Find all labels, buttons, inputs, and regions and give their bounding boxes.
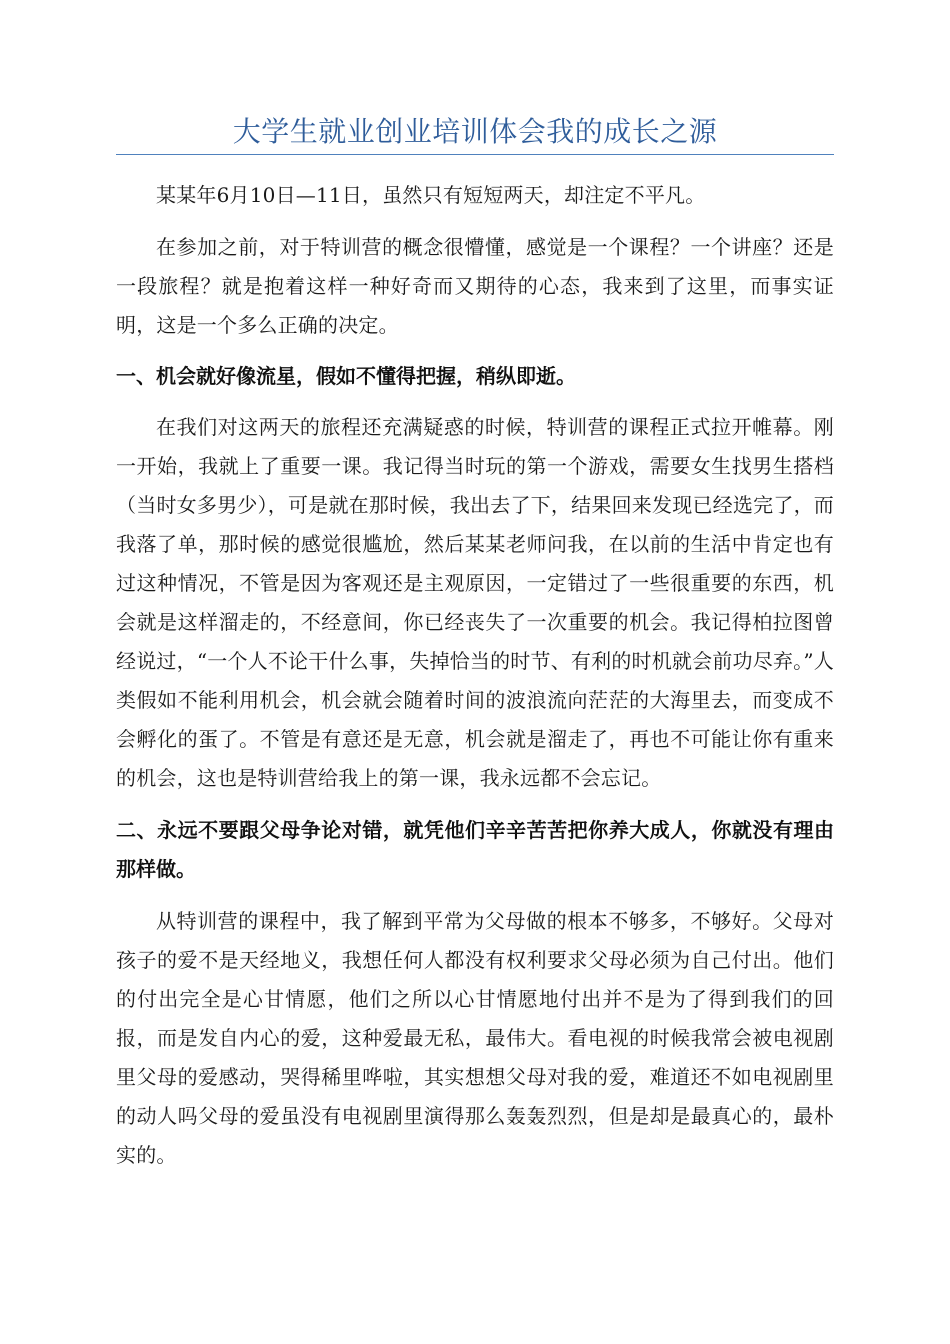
- section-heading-parents: 二、永远不要跟父母争论对错，就凭他们辛辛苦苦把你养大成人，你就没有理由那样做。: [116, 818, 834, 881]
- document-title: 大学生就业创业培训体会我的成长之源: [232, 115, 718, 148]
- title-underline-divider: [116, 154, 834, 155]
- paragraph-parents-love: 从特训营的课程中，我了解到平常为父母做的根本不够多，不够好。父母对孩子的爱不是天经地义，我想任何人都没有权利要求父母必须为自己付出。他们的付出完全是心甘情愿，他们之所以心甘情愿地付出并不是为了得到我们的回报，而是发自内心的爱，这种爱最无私，最伟大。看电视的时候我常会被电视剧里父母的爱感动，哭得稀里哗啦，其实想想父母对我的爱，难道还不如电视剧里的动人吗父母的爱虽没有电视剧里演得那么轰轰烈烈，但是却是最真心的，最朴实的。: [116, 909, 834, 1167]
- paragraph-opportunity-story: 在我们对这两天的旅程还充满疑惑的时候，特训营的课程正式拉开帷幕。刚一开始，我就上了重要一课。我记得当时玩的第一个游戏，需要女生找男生搭档（当时女多男少），可是就在那时候，我出去了下，结果回来发现已经选完了，而我落了单，那时候的感觉很尴尬，然后某某老师问我，在以前的生活中肯定也有过这种情况，不管是因为客观还是主观原因，一定错过了一些很重要的东西，机会就是这样溜走的，不经意间，你已经丧失了一次重要的机会。我记得柏拉图曾经说过，“一个人不论干什么事，失掉恰当的时节、有利的时机就会前功尽弃。”人类假如不能利用机会，机会就会随着时间的波浪流向茫茫的大海里去，而变成不会孵化的蛋了。不管是有意还是无意，机会就是溜走了，再也不可能让你有重来的机会，这也是特训营给我上的第一课，我永远都不会忘记。: [116, 415, 834, 790]
- document-body: [116, 176, 834, 1175]
- section-heading-opportunity: 一、机会就好像流星，假如不懂得把握，稍纵即逝。: [116, 364, 576, 388]
- paragraph-intro-date: 某某年6月10日—11日，虽然只有短短两天，却注定不平凡。: [156, 183, 706, 207]
- paragraph-before-joining: 在参加之前，对于特训营的概念很懵懂，感觉是一个课程？一个讲座？还是一段旅程？就是抱着这样一种好奇而又期待的心态，我来到了这里，而事实证明，这是一个多么正确的决定。: [116, 235, 834, 337]
